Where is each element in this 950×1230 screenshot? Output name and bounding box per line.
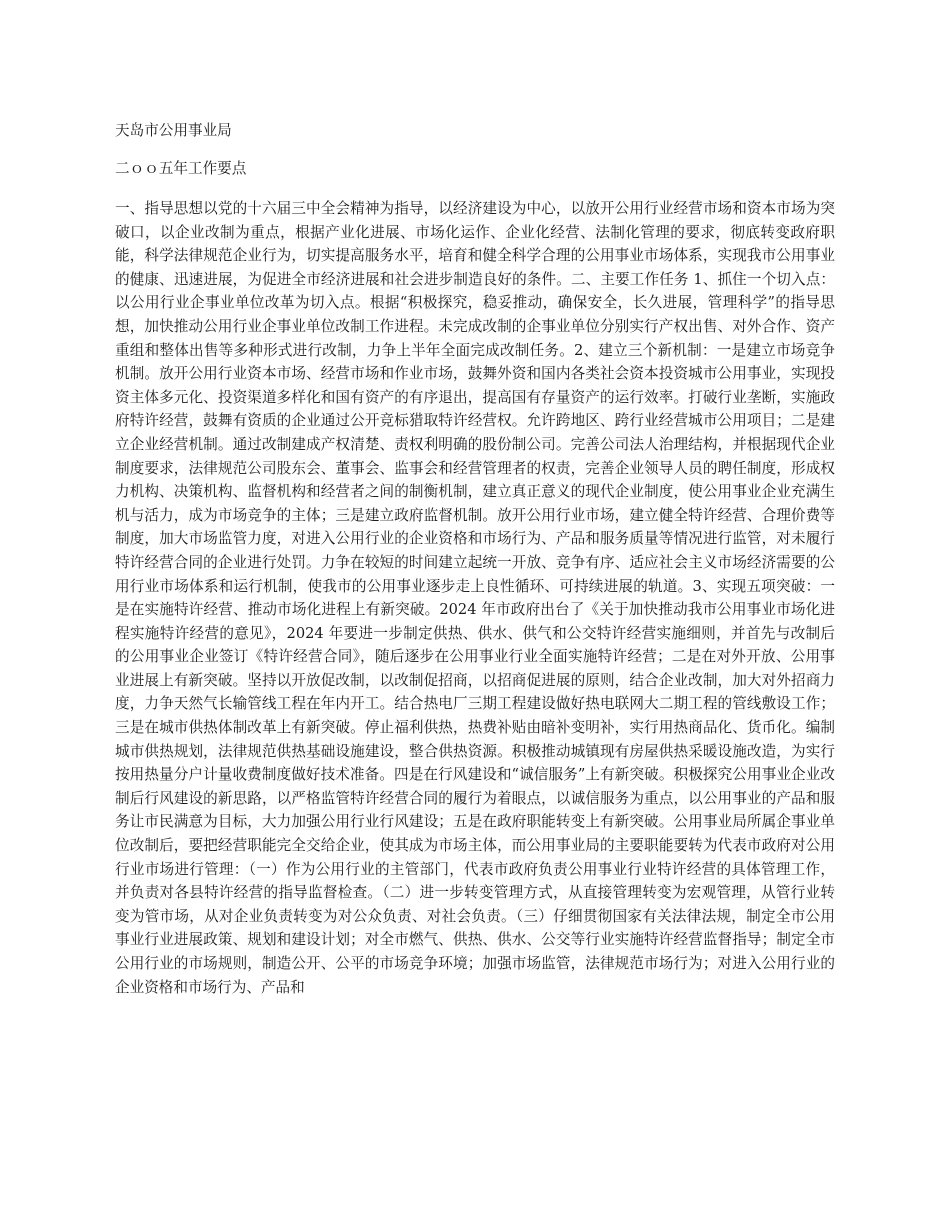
document-body: 一、指导思想以党的十六届三中全会精神为指导，以经济建设为中心，以放开公用行业经营市场和资本市场为突破口，以企业改制为重点，根据产业化进展、市场化运作、企业化经营、法制化管理的要求，彻底转变政府职能，科学法律规范企业行为，切实提高服务水平，培育和健全科学合理的公用事业市场体系，实现我市公用事业的健康、迅速进展，为促进全市经济进展和社会进步制造良好的条件。二、主要工作任务 1、抓住一个切入点：以公用行业企事业单位改革为切入点。根据“积极探究，稳妥推动，确保安全，长久进展，管理科学”的指导思想，加快推动公用行业企事业单位改制工作进程。未完成改制的企事业单位分别实行产权出售、对外合作、资产重组和整体出售等多种形式进行改制，力争上半年全面完成改制任务。2、建立三个新机制：一是建立市场竞争机制。放开公用行业资本市场、经营市场和作业市场，鼓舞外资和国内各类社会资本投资城市公用事业，实现投资主体多元化、投资渠道多样化和国有资产的有序退出，提高国有存量资产的运行效率。打破行业垄断，实施政府特许经营，鼓舞有资质的企业通过公开竞标猎取特许经营权。允许跨地区、跨行业经营城市公用项目；二是建立企业经营机制。通过改制建成产权清楚、责权利明确的股份制公司。完善公司法人治理结构，并根据现代企业制度要求，法律规范公司股东会、董事会、监事会和经营管理者的权责，完善企业领导人员的聘任制度，形成权力机构、决策机构、监督机构和经营者之间的制衡机制，建立真正意义的现代企业制度，使公用事业企业充满生机与活力，成为市场竞争的主体；三是建立政府监督机制。放开公用行业市场，建立健全特许经营、合理价费等制度，加大市场监管力度，对进入公用行业的企业资格和市场行为、产品和服务质量等情况进行监管，对未履行特许经营合同的企业进行处罚。力争在较短的时间建立起统一开放、竞争有序、适应社会主义市场经济需要的公用行业市场体系和运行机制，使我市的公用事业逐步走上良性循环、可持续进展的轨道。3、实现五项突破：一是在实施特许经营、推动市场化进程上有新突破。2024 年市政府出台了《关于加快推动我市公用事业市场化进程实施特许经营的意见》，2024 年要进一步制定供热、供水、供气和公交特许经营实施细则，并首先与改制后的公用事业企业签订《特许经营合同》，随后逐步在公用事业行业全面实施特许经营；二是在对外开放、公用事业进展上有新突破。坚持以开放促改制，以改制促招商，以招商促进展的原则，结合企业改制，加大对外招商力度，力争天然气长输管线工程在年内开工。结合热电厂三期工程建设做好热电联网大二期工程的管线敷设工作；三是在城市供热体制改革上有新突破。停止福利供热，热费补贴由暗补变明补，实行用热商品化、货币化。编制城市供热规划，法律规范供热基础设施建设，整合供热资源。积极推动城镇现有房屋供热采暖设施改造，为实行按用热量分户计量收费制度做好技术准备。四是在行风建设和“诚信服务”上有新突破。积极探究公用事业企业改制后行风建设的新思路，以严格监管特许经营合同的履行为着眼点，以诚信服务为重点，以公用事业的产品和服务让市民满意为目标，大力加强公用行业行风建设；五是在政府职能转变上有新突破。公用事业局所属企事业单位改制后，要把经营职能完全交给企业，使其成为市场主体，而公用事业局的主要职能要转为代表市政府对公用行业市场进行管理：（一）作为公用行业的主管部门，代表市政府负责公用事业行业特许经营的具体管理工作，并负责对各县特许经营的指导监督检查。（二）进一步转变管理方式，从直接管理转变为宏观管理，从管行业转变为管市场，从对企业负责转变为对公众负责、对社会负责。（三）仔细贯彻国家有关法律法规，制定全市公用事业行业进展政策、规划和建设计划；对全市燃气、供热、供水、公交等行业实施特许经营监督指导；制定全市公用行业的市场规则，制造公开、公平的市场竞争环境；加强市场监管，法律规范市场行为；对进入公用行业的企业资格和市场行为、产品和 xyxy=(115,200,835,996)
document-subtitle: 二ｏｏ五年工作要点 xyxy=(115,160,247,177)
document-title: 天岛市公用事业局 xyxy=(115,122,232,139)
